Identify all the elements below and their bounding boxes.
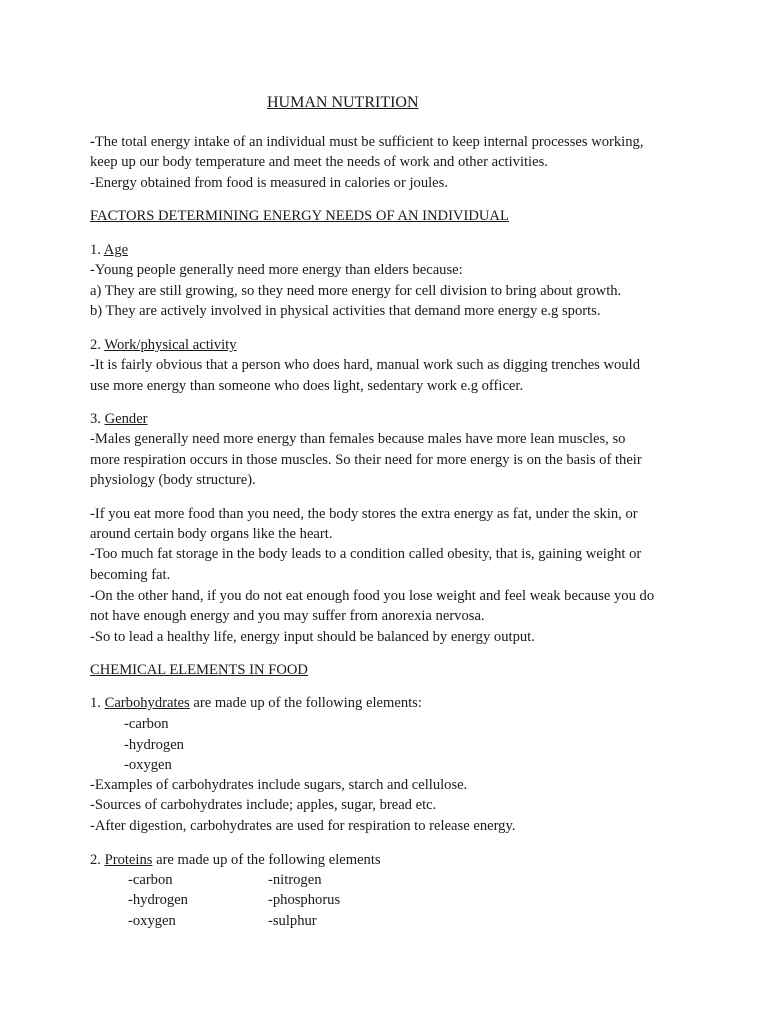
proteins-number: 2. xyxy=(90,852,105,868)
factor-age-title xyxy=(90,240,128,260)
factors-heading: FACTORS DETERMINING ENERGY NEEDS OF AN INDIVIDUAL xyxy=(90,208,509,224)
balance-line-1: -If you eat more food than you need, the body stores the extra energy as fat, under the skin, or xyxy=(90,506,638,522)
intro-dash: - xyxy=(90,134,95,150)
intro-line-2: keep up our body temperature and meet the needs of work and other activities. xyxy=(90,154,548,170)
balance-line-3: -Too much fat storage in the body leads to a condition called obesity, that is, gaining weight or xyxy=(90,546,642,562)
proteins-label: Proteins xyxy=(104,852,153,868)
proteins-element-oxygen: -oxygen xyxy=(128,913,176,929)
factor-work-title xyxy=(90,335,237,355)
factor-age-line-2: a) They are still growing, so they need more energy for cell division to bring about growth. xyxy=(90,283,622,299)
factor-work-number: 2. xyxy=(90,337,105,353)
carbs-rest: are made up of the following elements: xyxy=(189,695,422,711)
factor-gender-line-2: more respiration occurs in those muscles. So their need for more energy is on the basis of their xyxy=(90,452,642,468)
balance-line-5: -On the other hand, if you do not eat enough food you lose weight and feel weak because you do xyxy=(90,588,655,604)
factor-gender-line-3: physiology (body structure). xyxy=(90,472,256,488)
factor-age-number: 1. xyxy=(90,242,104,258)
factor-gender-number: 3. xyxy=(90,411,105,427)
proteins-element-carbon: -carbon xyxy=(128,872,173,888)
factor-work-label: Work/physical activity xyxy=(104,337,237,353)
proteins-title xyxy=(90,850,381,870)
intro-text-1: The total energy intake of an individual must be sufficient to keep internal processes working, xyxy=(94,134,644,150)
carbs-title xyxy=(90,693,422,713)
balance-line-7: -So to lead a healthy life, energy input should be balanced by energy output. xyxy=(90,629,535,645)
chemical-heading: CHEMICAL ELEMENTS IN FOOD xyxy=(90,662,308,678)
carbs-label: Carbohydrates xyxy=(104,695,190,711)
factor-gender-label: Gender xyxy=(104,411,148,427)
proteins-element-sulphur: -sulphur xyxy=(268,913,317,929)
intro-line-3: -Energy obtained from food is measured in calories or joules. xyxy=(90,175,448,191)
factor-work-line-2: use more energy than someone who does light, sedentary work e.g officer. xyxy=(90,378,524,394)
factor-gender-title xyxy=(90,409,148,429)
carbs-element-oxygen: -oxygen xyxy=(124,757,172,773)
balance-line-2: around certain body organs like the heart. xyxy=(90,526,333,542)
factor-age-line-1: -Young people generally need more energy than elders because: xyxy=(90,262,463,278)
balance-line-4: becoming fat. xyxy=(90,567,171,583)
carbs-element-carbon: -carbon xyxy=(124,716,169,732)
intro-line-1 xyxy=(90,132,643,152)
carbs-element-hydrogen: -hydrogen xyxy=(124,737,184,753)
factor-age-label: Age xyxy=(103,242,129,258)
proteins-element-phosphorus: -phosphorus xyxy=(268,892,341,908)
carbs-line-1: -Examples of carbohydrates include sugars, starch and cellulose. xyxy=(90,777,468,793)
carbs-number: 1. xyxy=(90,695,105,711)
factor-age-line-3: b) They are actively involved in physical activities that demand more energy e.g sports. xyxy=(90,303,601,319)
proteins-element-hydrogen: -hydrogen xyxy=(128,892,188,908)
carbs-line-3: -After digestion, carbohydrates are used for respiration to release energy. xyxy=(90,818,516,834)
page-title: HUMAN NUTRITION xyxy=(267,94,419,111)
proteins-element-nitrogen: -nitrogen xyxy=(268,872,322,888)
carbs-line-2: -Sources of carbohydrates include; apples, sugar, bread etc. xyxy=(90,797,437,813)
proteins-rest: are made up of the following elements xyxy=(152,852,381,868)
factor-gender-line-1: -Males generally need more energy than females because males have more lean muscles, so xyxy=(90,431,626,447)
factor-work-line-1: -It is fairly obvious that a person who does hard, manual work such as digging trenches would xyxy=(90,357,640,373)
balance-line-6: not have enough energy and you may suffer from anorexia nervosa. xyxy=(90,608,485,624)
